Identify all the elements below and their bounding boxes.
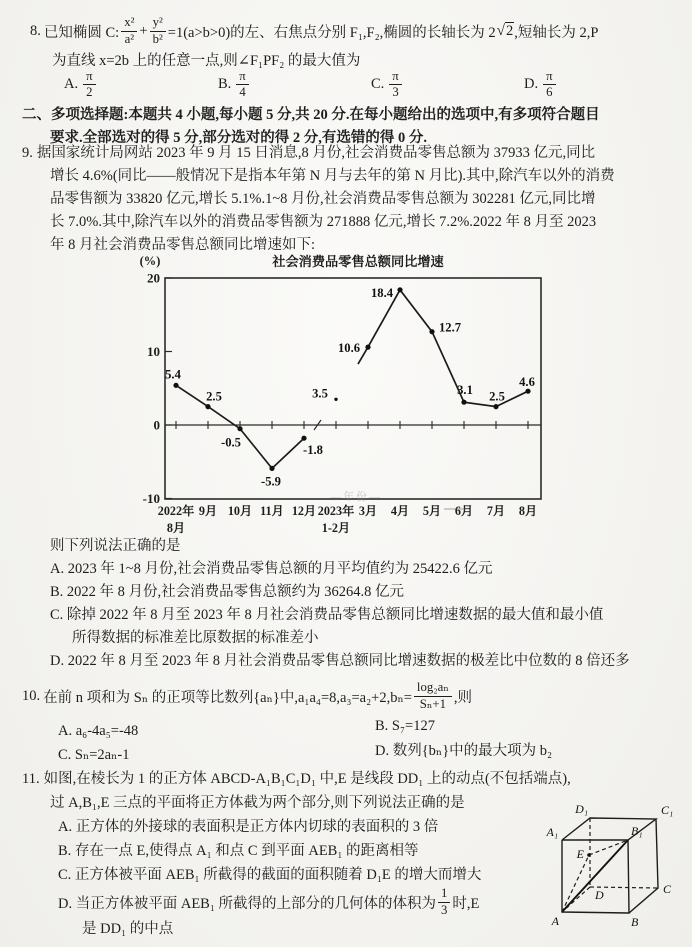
q8-option-a-label: A. — [64, 76, 79, 93]
q8-opt-a-den: 2 — [86, 85, 93, 100]
x-tick-label: 9月 — [198, 504, 218, 518]
q8-opt-c-den: 3 — [392, 85, 399, 100]
data-label: 12.7 — [438, 320, 462, 335]
q9-line-4: 长 7.0%.其中,除汽车以外的消费品零售额为 271888 亿元,增长 7.2%.2022 年 8 月至 2023 — [50, 214, 597, 230]
cube-line-AE — [562, 855, 589, 912]
retail-growth-chart — [128, 252, 562, 544]
q8-radicand: 2 — [506, 23, 514, 39]
data-point — [493, 404, 498, 409]
x-tick-label: 7月 — [486, 504, 506, 518]
q8-option-b — [218, 70, 251, 100]
q10-frac-den: Sₙ+1 — [419, 696, 446, 711]
q8-frac1-den: a² — [124, 31, 135, 46]
data-point — [237, 426, 242, 431]
q8-frac2-den: b² — [152, 31, 163, 46]
q11-option-d-fraction — [438, 887, 450, 917]
q9-stem: 则下列说法正确的是 — [50, 538, 181, 554]
data-point — [525, 389, 530, 394]
x-tick-label: 8月 — [518, 504, 538, 518]
q8-opt-a-num: π — [83, 70, 95, 85]
q9-option-d: D. 2022 年 8 月至 2023 年 8 月社会消费品零售总额同比增速数据的极差比中位数的 8 倍还多 — [50, 653, 630, 669]
q10-fraction — [414, 681, 452, 711]
y-tick-label: 20 — [147, 270, 160, 286]
y-tick-label: 0 — [153, 417, 160, 433]
q8-option-d-label: D. — [524, 76, 539, 93]
q9-option-c-line-2: 所得数据的标准差比原数据的标准差小 — [72, 630, 319, 646]
q10-number: 10. — [22, 687, 41, 704]
q8-opt-b-den: 4 — [239, 85, 246, 100]
data-label: 10.6 — [337, 341, 361, 356]
q8-option-d — [524, 70, 558, 100]
cube-label-a1: A₁ — [546, 825, 558, 839]
q9-option-b: B. 2022 年 8 月份,社会消费品零售总额约为 36264.8 亿元 — [50, 584, 405, 600]
q11-option-d-line-2: 是 DD₁ 的中点 — [82, 921, 174, 937]
q10-option-c: C. Sₙ=2aₙ-1 — [58, 747, 130, 763]
q10-outro: ,则 — [453, 689, 472, 706]
data-label: 2.5 — [489, 389, 505, 404]
q8-option-c — [371, 70, 404, 100]
cube-point-E — [587, 853, 591, 857]
x-tick-label: 2022年 — [157, 504, 195, 518]
q9-number: 9. — [22, 145, 33, 161]
section-2-header-line-2: 要求.全部选对的得 5 分,部分选对的得 2 分,有选错的得 0 分. — [50, 130, 427, 146]
q8-frac2-num: y² — [150, 16, 166, 31]
q11-option-c: C. 正方体被平面 AEB₁ 所截得的截面的面积随着 D₁E 的增大而增大 — [58, 867, 482, 883]
q8-frac1-num: x² — [121, 16, 137, 31]
question-11-line-1 — [22, 768, 571, 791]
cube-label-d1: D₁ — [575, 802, 588, 816]
data-label: -1.8 — [303, 443, 323, 458]
data-label: -5.9 — [261, 474, 281, 489]
chart-unit-label: (%) — [139, 254, 161, 268]
cube-figure — [540, 792, 692, 944]
q9-line-3: 品零售额为 33820 亿元,增长 5.1%.1~8 月份,社会消费品零售总额为 302281 亿元,同比增 — [50, 191, 596, 207]
q9-option-a: A. 2023 年 1~8 月份,社会消费品零售总额的月平均值约为 25422.6 亿元 — [50, 561, 493, 577]
q10-frac-num: log₂aₙ — [414, 681, 452, 696]
q8-fraction-y — [150, 16, 166, 46]
cube-dashed-edges — [562, 818, 658, 912]
chart-frame — [165, 278, 541, 499]
cube-label-b1: B₁ — [631, 824, 643, 838]
q8-number: 8. — [30, 22, 41, 39]
q10-intro: 在前 n 项和为 Sₙ 的正项等比数列{aₙ}中,a₁a₄=8,a₃=a₂+2,bₙ= — [43, 689, 412, 706]
q8-text-tail: ,短轴长为 2,P — [514, 24, 599, 41]
question-8-line-2: 为直线 x=2b 上的任意一点,则∠F₁PF₂ 的最大值为 — [52, 53, 361, 69]
data-point — [334, 398, 337, 401]
data-label: 2.5 — [206, 389, 222, 404]
q10-option-d: D. 数列{bₙ}中的最大项为 b₂ — [375, 743, 553, 759]
q10-option-b: B. S₇=127 — [375, 718, 435, 734]
data-label: 3.1 — [457, 383, 473, 398]
q8-option-d-fraction — [543, 70, 555, 100]
x-tick-label: 5月 — [422, 504, 442, 518]
q11-option-d — [58, 884, 479, 920]
q9-line-5: 年 8 月社会消费品零售总额同比增速如下: — [50, 237, 316, 253]
q8-opt-c-num: π — [389, 70, 401, 85]
q11-line-1-text: 如图,在棱长为 1 的正方体 ABCD-A₁B₁C₁D₁ 中,E 是线段 DD₁ 上的动点(不包括端点), — [43, 771, 571, 787]
data-point — [429, 329, 434, 334]
q11-number: 11. — [22, 771, 40, 787]
q11-option-d-pre: D. 当正方体被平面 AEB₁ 所截得的上部分的几何体的体积为 — [58, 895, 437, 912]
data-label: 4.6 — [519, 375, 535, 390]
q8-option-b-fraction — [236, 70, 248, 100]
data-label: 3.5 — [312, 386, 328, 401]
q8-radical-sign: √ — [496, 22, 506, 39]
question-10-stem — [22, 676, 472, 716]
data-point — [205, 404, 210, 409]
q11-opt-d-den: 3 — [441, 902, 448, 917]
x-tick-label: 11月 — [260, 504, 284, 518]
q8-option-a-fraction — [83, 70, 95, 100]
y-tick-label: -10 — [142, 491, 160, 506]
data-point — [461, 400, 466, 405]
q8-option-c-fraction — [389, 70, 401, 100]
data-point — [173, 383, 178, 388]
q8-plus: + — [139, 22, 148, 39]
x-tick-label: 3月 — [358, 504, 378, 518]
section-2-header-line-1: 二、多项选择题:本题共 4 小题,每小题 5 分,共 20 分.在每小题给出的选项中,有多项符合题目 — [22, 107, 600, 123]
data-label: 5.4 — [165, 367, 181, 382]
cube-label-e: E — [576, 847, 584, 861]
chart-title: 社会消费品零售总额同比增速 — [272, 254, 444, 269]
x-tick-label: 1-2月 — [321, 521, 351, 535]
q8-option-c-label: C. — [371, 76, 385, 93]
question-8-options — [0, 70, 692, 106]
trend-line-chart-svg — [128, 252, 562, 544]
data-label: 18.4 — [370, 285, 394, 300]
q11-opt-d-num: 1 — [438, 887, 450, 902]
y-tick-label: 10 — [147, 344, 160, 359]
x-tick-label: 4月 — [390, 504, 410, 518]
data-point — [269, 466, 274, 471]
q9-line-1: 据国家统计局网站 2023 年 9 月 15 日消息,8 月份,社会消费品零售总额为 37933 亿元,同比 — [36, 145, 596, 161]
data-point — [301, 436, 306, 441]
question-8-line-1 — [30, 12, 598, 50]
q11-option-a: A. 正方体的外接球的表面积是正方体内切球的表面积的 3 倍 — [58, 819, 439, 835]
q8-opt-d-den: 6 — [546, 85, 553, 100]
question-11-line-2: 过 A,B₁,E 三点的平面将正方体截为两个部分,则下列说法正确的是 — [50, 795, 465, 811]
cube-label-d: D — [595, 888, 604, 902]
data-point — [397, 287, 402, 292]
q8-opt-d-num: π — [543, 70, 555, 85]
question-9-options — [50, 535, 630, 673]
q8-opt-b-num: π — [236, 70, 248, 85]
q8-option-b-label: B. — [218, 76, 232, 93]
q11-option-d-post: 时,E — [452, 895, 480, 912]
cube-label-b: B — [631, 915, 639, 929]
x-axis-title: —年份— — [330, 491, 382, 503]
cube-label-c: C — [663, 882, 672, 896]
x-tick-label: 10月 — [227, 504, 253, 518]
x-tick-label: 12月 — [291, 504, 317, 518]
x-tick-label: 6月 — [454, 504, 474, 518]
cube-label-a: A — [551, 914, 559, 928]
q8-option-a — [64, 70, 98, 100]
cube-label-c1: C₁ — [661, 803, 674, 817]
q8-intro: 已知椭圆 C: — [43, 24, 120, 41]
q9-line-2: 增长 4.6%(同比——般情况下是指本年第 N 月与去年的第 N 月比).其中,除汽车以外的消费 — [50, 168, 615, 184]
q10-option-a: A. a₆-4a₅=-48 — [58, 723, 139, 739]
question-9-body — [22, 142, 615, 257]
x-tick-label: 2023年 — [317, 504, 355, 518]
q11-option-b: B. 存在一点 E,使得点 A₁ 和点 C 到平面 AEB₁ 的距离相等 — [58, 843, 419, 859]
data-point — [365, 345, 370, 350]
data-label: -0.5 — [221, 435, 241, 450]
q9-option-c-line-1: C. 除掉 2022 年 8 月至 2023 年 8 月社会消费品零售总额同比增速数据的最大值和最小值 — [50, 607, 604, 623]
q8-text-mid: =1(a>b>0)的左、右焦点分别 F₁,F₂,椭圆的长轴长为 2 — [167, 24, 496, 41]
x-tick-label: 8月 — [166, 521, 186, 535]
q8-fraction-x — [121, 16, 137, 46]
